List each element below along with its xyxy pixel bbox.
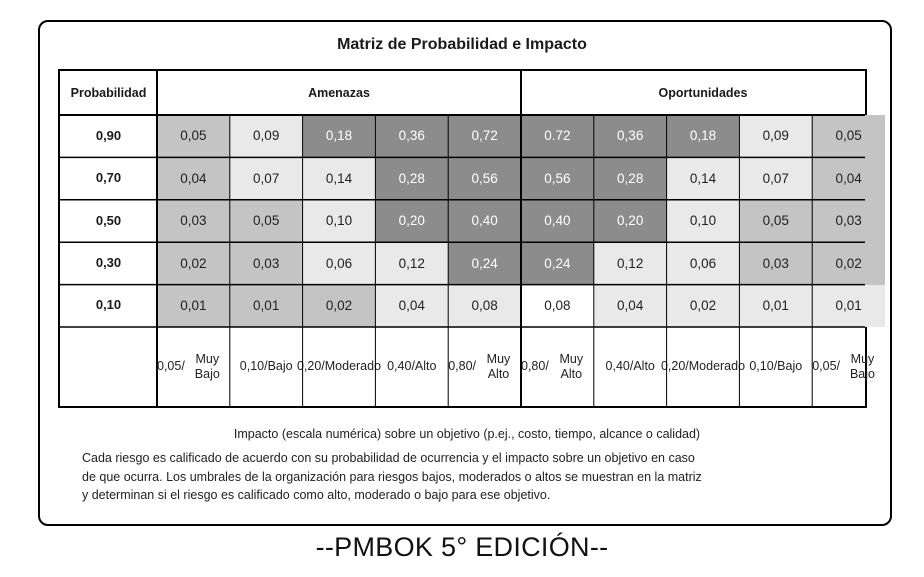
opportunity-score-cell: 0,02: [667, 285, 740, 327]
impact-scale-label: [739, 327, 812, 406]
threat-score-cell: 0,09: [230, 115, 303, 157]
impact-scale-note: Impacto (escala numérica) sobre un objetivo (p.ej., costo, tiempo, alcance o calidad): [233, 427, 701, 441]
probability-value: 0,10: [95, 297, 122, 313]
opportunity-score-cell: 0.72: [521, 115, 594, 157]
opportunity-score-cell: 0,10: [667, 200, 740, 242]
probability-impact-matrix: [58, 69, 875, 408]
impact-value: 0,20/: [296, 359, 325, 374]
opportunity-score-cell: 0,07: [739, 157, 812, 199]
threat-score-cell: 0,05: [157, 115, 230, 157]
threat-score-cell: 0,28: [375, 157, 448, 199]
opportunity-score-cell: 0,04: [812, 157, 885, 199]
threat-score-cell: 0,07: [230, 157, 303, 199]
impact-value: 0,40/: [605, 359, 634, 374]
impact-scale-label: [230, 327, 303, 406]
note-line-1: Cada riesgo es calificado de acuerdo con su probabilidad de ocurrencia y el impacto sobre un objetivo en caso: [82, 451, 695, 465]
opportunity-score-cell: 0,24: [521, 242, 594, 284]
impact-level: Alto: [633, 359, 655, 374]
threat-score-cell: 0,10: [303, 200, 376, 242]
threat-score-cell: 0,08: [448, 285, 521, 327]
opportunity-score-cell: 0,03: [812, 200, 885, 242]
opportunity-score-cell: 0,01: [812, 285, 885, 327]
opportunity-score-cell: 0,08: [521, 285, 594, 327]
impact-value: 0,05/: [157, 359, 185, 374]
impact-level: Muy Alto: [486, 352, 511, 381]
impact-scale-label: [660, 327, 746, 406]
impact-scale-label: [157, 327, 230, 406]
threat-score-cell: 0,36: [375, 115, 448, 157]
impact-level: Alto: [414, 359, 437, 374]
impact-scale-label: [812, 327, 885, 406]
impact-value: 0,10/: [239, 359, 268, 374]
header-oportunidades: Oportunidades: [658, 85, 748, 100]
probability-value: 0,70: [95, 170, 122, 186]
opportunity-score-cell: 0,06: [667, 242, 740, 284]
probability-value: 0,90: [95, 127, 122, 143]
impact-value: 0,40/: [387, 359, 415, 374]
impact-scale-label: [448, 327, 521, 406]
threat-score-cell: 0,03: [230, 242, 303, 284]
opportunity-score-cell: 0,09: [739, 115, 812, 157]
threat-score-cell: 0,56: [448, 157, 521, 199]
opportunity-score-cell: 0,03: [739, 242, 812, 284]
opportunity-score-cell: 0,20: [594, 200, 667, 242]
opportunity-score-cell: 0,02: [812, 242, 885, 284]
threat-score-cell: 0,06: [303, 242, 376, 284]
opportunity-score-cell: 0,14: [667, 157, 740, 199]
header-probabilidad: Probabilidad: [70, 85, 147, 100]
opportunity-score-cell: 0,04: [594, 285, 667, 327]
threat-score-cell: 0,02: [157, 242, 230, 284]
probability-value: 0,50: [95, 212, 122, 228]
opportunity-score-cell: 0,36: [594, 115, 667, 157]
threat-score-cell: 0,12: [375, 242, 448, 284]
opportunity-score-cell: 0,18: [667, 115, 740, 157]
opportunity-score-cell: 0,05: [812, 115, 885, 157]
impact-level: Muy Bajo: [849, 352, 875, 381]
impact-scale-label: [594, 327, 667, 406]
matrix-title: Matriz de Probabilidad e Impacto: [337, 36, 587, 53]
impact-value: 0,20/: [660, 359, 689, 374]
threat-score-cell: 0,40: [448, 200, 521, 242]
opportunity-score-cell: 0,40: [521, 200, 594, 242]
opportunity-score-cell: 0,12: [594, 242, 667, 284]
impact-value: 0,05/: [812, 359, 840, 374]
threat-score-cell: 0,04: [157, 157, 230, 199]
impact-level: Bajo: [777, 359, 803, 374]
probability-value: 0,30: [95, 254, 122, 270]
impact-level: Bajo: [267, 359, 293, 374]
threat-score-cell: 0,24: [448, 242, 521, 284]
impact-value: 0,10/: [749, 359, 778, 374]
opportunity-score-cell: 0,05: [739, 200, 812, 242]
threat-score-cell: 0,01: [230, 285, 303, 327]
threat-score-cell: 0,20: [375, 200, 448, 242]
threat-score-cell: 0,05: [230, 200, 303, 242]
impact-level: Moderado: [688, 359, 746, 374]
threat-score-cell: 0,18: [303, 115, 376, 157]
impact-scale-label: [375, 327, 448, 406]
impact-scale-label: [521, 327, 594, 406]
opportunity-score-cell: 0,56: [521, 157, 594, 199]
impact-level: Muy Alto: [559, 352, 584, 381]
impact-scale-label: [296, 327, 382, 406]
notes: [82, 427, 852, 505]
threat-score-cell: 0,04: [375, 285, 448, 327]
impact-value: 0,80/: [448, 359, 476, 374]
threat-score-cell: 0,03: [157, 200, 230, 242]
threat-score-cell: 0,02: [303, 285, 376, 327]
threat-score-cell: 0,72: [448, 115, 521, 157]
impact-level: Muy Bajo: [194, 352, 220, 381]
impact-value: 0,80/: [521, 359, 549, 374]
threat-score-cell: 0,14: [303, 157, 376, 199]
header-amenazas: Amenazas: [308, 85, 370, 100]
opportunity-score-cell: 0,01: [739, 285, 812, 327]
note-line-2: de que ocurra. Los umbrales de la organización para riesgos bajos, moderados o altos se muestran en la matriz: [82, 469, 702, 484]
impact-level: Moderado: [324, 359, 382, 374]
source-caption: --PMBOK 5° EDICIÓN--: [315, 532, 609, 562]
threat-score-cell: 0,01: [157, 285, 230, 327]
note-line-3: y determinan si el riesgo es calificado como alto, moderado o bajo para ese objetivo.: [82, 488, 551, 502]
opportunity-score-cell: 0,28: [594, 157, 667, 199]
